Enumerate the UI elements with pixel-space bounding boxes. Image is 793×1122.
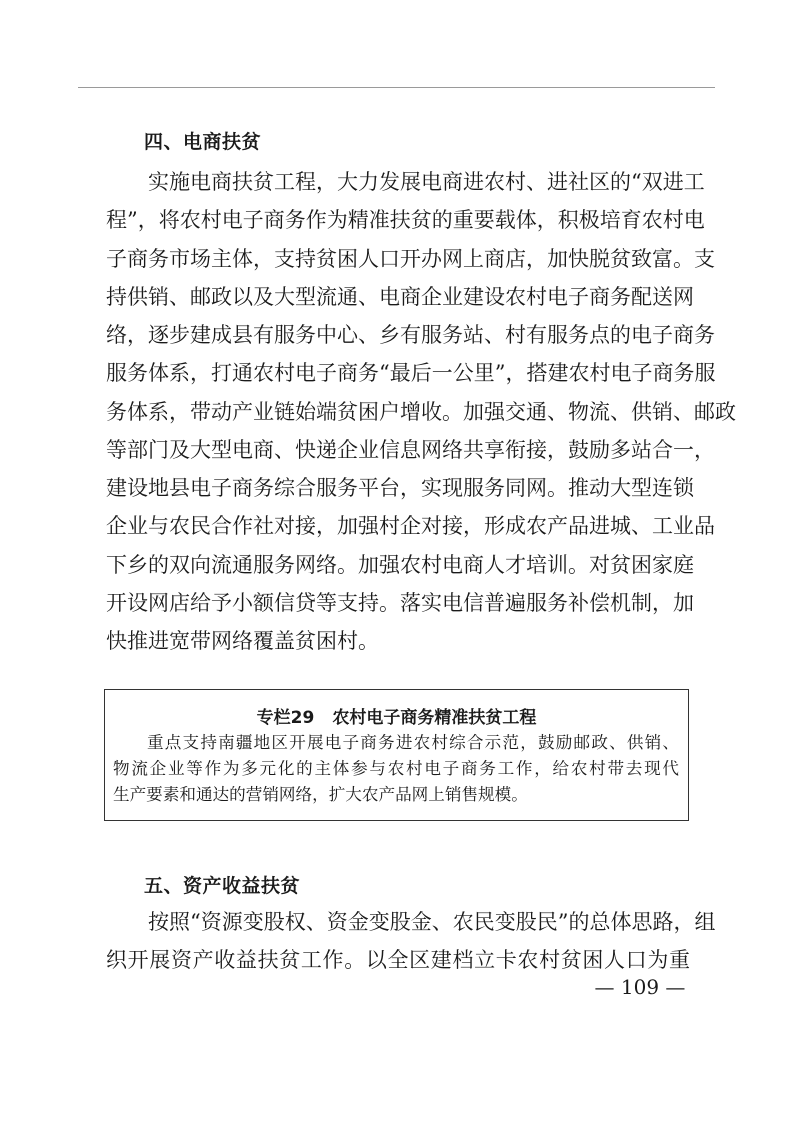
page-number: — 109 —	[594, 975, 686, 999]
body-paragraph	[106, 903, 716, 980]
paragraph-line: 下乡的双向流通服务网络。加强农村电商人才培训。对贫困家庭	[106, 552, 694, 577]
box-label: 专栏29	[256, 708, 315, 728]
paragraph-line: 子商务市场主体，支持贫困人口开办网上商店，加快脱贫致富。支	[106, 246, 715, 271]
box-body	[113, 730, 679, 808]
paragraph-line: 服务体系，打通农村电子商务“最后一公里”，搭建农村电子商务服	[106, 361, 716, 386]
paragraph-line: 按照“资源变股权、资金变股金、农民变股民”的总体思路，组	[148, 910, 716, 934]
paragraph-line: 企业与农民合作社对接，加强村企对接，形成农产品进城、工业品	[106, 514, 715, 539]
section-heading: 五、资产收益扶贫	[144, 875, 301, 897]
header-rule	[78, 87, 715, 88]
paragraph-line: 开设网店给予小额信贷等支持。落实电信普遍服务补偿机制，加	[106, 590, 694, 615]
paragraph-line: 持供销、邮政以及大型流通、电商企业建设农村电子商务配送网	[106, 284, 694, 309]
paragraph-line: 络，逐步建成县有服务中心、乡有服务站、村有服务点的电子商务	[106, 323, 715, 347]
paragraph-line: 程”，将农村电子商务作为精准扶贫的重要载体，积极培育农村电	[106, 208, 705, 233]
feature-box	[104, 689, 689, 821]
paragraph-line: 务体系，带动产业链始端贫困户增收。加强交通、物流、供销、邮政	[106, 399, 736, 424]
box-heading: 农村电子商务精准扶贫工程	[332, 708, 537, 728]
paragraph-line: 实施电商扶贫工程，大力发展电商进农村、进社区的“双进工	[148, 170, 705, 194]
section-heading: 四、电商扶贫	[144, 131, 262, 153]
paragraph-line: 等部门及大型电商、快递企业信息网络共享衔接，鼓励多站合一，	[106, 437, 715, 462]
box-line: 生产要素和通达的营销网络，扩大农产品网上销售规模。	[113, 785, 528, 804]
paragraph-line: 织开展资产收益扶贫工作。以全区建档立卡农村贫困人口为重	[106, 948, 690, 973]
body-paragraph	[106, 163, 736, 660]
box-title	[105, 703, 688, 728]
paragraph-line: 建设地县电子商务综合服务平台，实现服务同网。推动大型连锁	[106, 476, 694, 500]
box-line: 重点支持南疆地区开展电子商务进农村综合示范，鼓励邮政、供销、	[147, 733, 679, 752]
paragraph-line: 快推进宽带网络覆盖贫困村。	[106, 629, 379, 653]
box-line: 物流企业等作为多元化的主体参与农村电子商务工作，给农村带去现代	[113, 759, 679, 778]
